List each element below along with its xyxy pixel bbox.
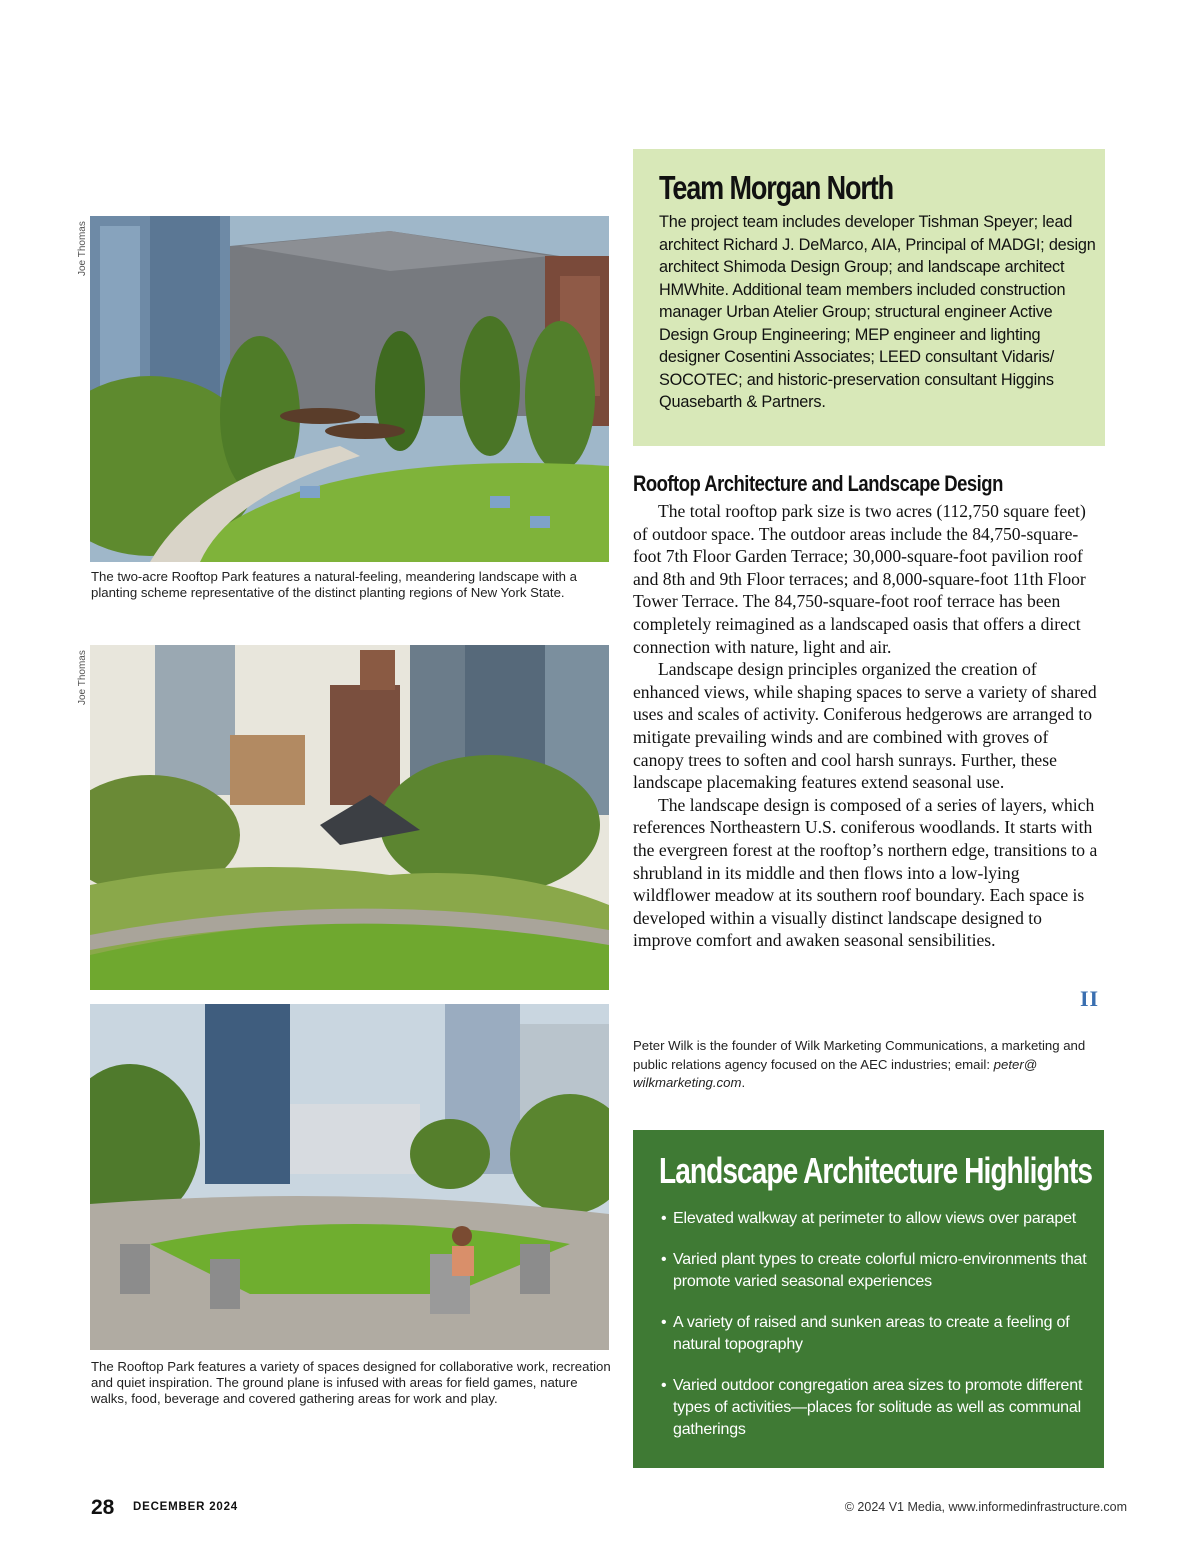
highlight-item <box>661 1312 1091 1356</box>
highlight-item <box>661 1249 1091 1293</box>
highlight-item-text: Elevated walkway at perimeter to allow views over parapet <box>673 1210 1077 1227</box>
author-bio-end: . <box>741 1075 746 1090</box>
article-paragraph-2: Landscape design principles organized the creation of enhanced views, while shaping spaces to serve a variety of shared uses and scales of activity. Coniferous hedgerows are arranged to mitigate prevailing winds and are combined with groves of canopy trees to soften and cool harsh sunrays. Further, these landscape placemaking features extend seasonal use. <box>633 659 1097 793</box>
copyright-notice: © 2024 V1 Media, www.informedinfrastructure.com <box>844 1500 1127 1514</box>
highlights-title: Landscape Architecture Highlights <box>659 1150 1093 1191</box>
team-box-text: The project team includes developer Tishman Speyer; lead architect Richard J. DeMarco, AIA, Principal of MADGI; design architect Shimoda Design Group; and landscape architect HMWhite. Additional team members included construction manager Urban Atelier Group; structural engineer Active Design Group Engineering; MEP engineer and lighting designer Cosentini Associates; LEED consultant Vidaris/ SOCOTEC; and historic-preservation consultant Higgins Quasebarth & Partners. <box>659 213 1096 411</box>
article-paragraph-3: The landscape design is composed of a series of layers, which references Northeastern U.S. coniferous woodlands. It starts with the evergreen forest at the rooftop’s northern edge, transitions to a shrubland in its middle and then flows into a low-lying wildflower meadow at its southern roof boundary. Each space is developed within a visually distinct landscape designed to improve comfort and awaken seasonal sensibilities. <box>633 794 1098 951</box>
article-paragraph-1: The total rooftop park size is two acres (112,750 square feet) of outdoor space. The outdoor areas include the 84,750-square-foot 7th Floor Garden Terrace; 30,000-square-foot pavilion roof and 8th and 9th Floor terraces; and 8,000-square-foot 11th Floor Tower Terrace. The 84,750-square-foot roof terrace has been completely reimagined as a landscaped oasis that offers a direct connection with nature, light and air. <box>633 501 1086 657</box>
bullet-icon: • <box>661 1210 667 1227</box>
highlight-item-text: Varied outdoor congregation area sizes to promote different types of activities—places for solitude as well as communal gatherings <box>673 1377 1083 1438</box>
article-end-mark: II <box>1080 986 1100 1011</box>
team-morgan-north-box <box>633 149 1105 446</box>
article-section-heading: Rooftop Architecture and Landscape Design <box>633 471 1003 496</box>
photo-credit-middle: Joe Thomas <box>77 650 88 705</box>
bullet-icon: • <box>661 1251 667 1268</box>
rooftop-park-photo-2 <box>90 645 609 990</box>
highlights-box <box>633 1130 1104 1468</box>
highlight-item <box>661 1375 1091 1441</box>
article-body <box>633 500 1099 952</box>
issue-date: DECEMBER 2024 <box>133 1501 238 1513</box>
highlight-item <box>661 1208 1091 1230</box>
bullet-icon: • <box>661 1377 667 1394</box>
bullet-icon: • <box>661 1314 667 1331</box>
page-number: 28 <box>91 1496 115 1519</box>
author-bio-text: Peter Wilk is the founder of Wilk Marketing Communications, a marketing and public relations agency focused on the AEC industries; email: <box>633 1038 1086 1072</box>
rooftop-park-photo-3 <box>90 1004 609 1350</box>
rooftop-park-photo-1 <box>90 216 609 562</box>
team-box-title: Team Morgan North <box>659 169 894 206</box>
photo-caption-bottom: The Rooftop Park features a variety of spaces designed for collaborative work, recreation and quiet inspiration. The ground plane is infused with areas for field games, nature walks, food, beverage and covered gathering areas for work and play. <box>91 1359 611 1406</box>
highlight-item-text: Varied plant types to create colorful micro-environments that promote varied seasonal experiences <box>673 1251 1087 1290</box>
photo-caption-top: The two-acre Rooftop Park features a natural-feeling, meandering landscape with a planting scheme representative of the distinct planting regions of New York State. <box>91 569 578 600</box>
highlights-list <box>661 1208 1091 1460</box>
author-email-link[interactable]: peter@ wilkmarketing.com <box>633 1056 1038 1090</box>
highlight-item-text: A variety of raised and sunken areas to create a feeling of natural topography <box>673 1314 1070 1353</box>
photo-credit-top: Joe Thomas <box>77 221 88 276</box>
author-bio <box>633 1037 1093 1093</box>
